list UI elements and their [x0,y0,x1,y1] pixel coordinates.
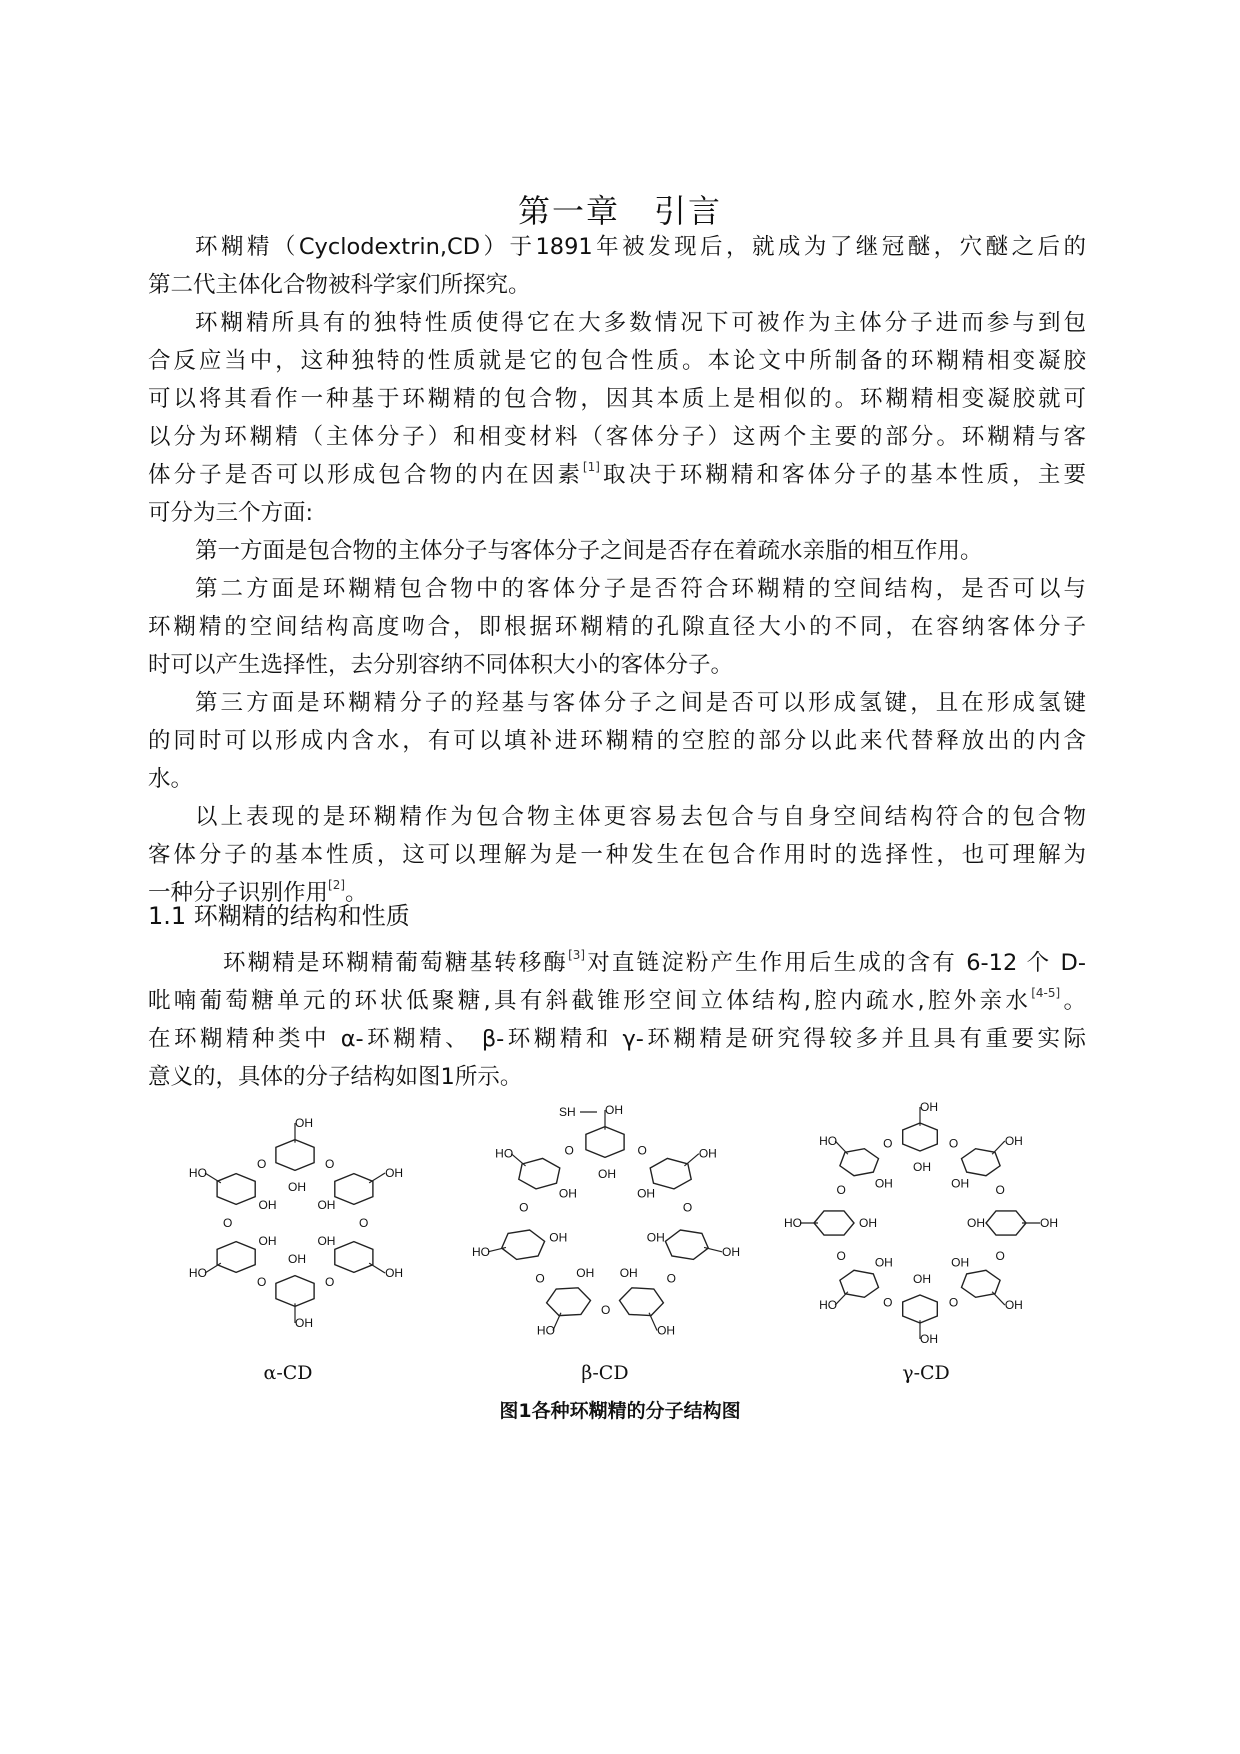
hydroxyl-label: OH [598,1167,616,1181]
figure-caption: 图1各种环糊精的分子结构图 [499,1400,741,1422]
chapter-number: 第一章 [517,192,620,230]
ring-oxygen-label: O [601,1303,611,1317]
hydroxyl-label: OH [549,1230,568,1245]
hydroxyl-label: OH [288,1252,306,1266]
beta-glucose-unit [620,1288,664,1316]
citation-ref: [2] [328,878,346,892]
text-segment: 环糊精所具有的独特性质使得它在大多数情况下可被作为主体分子进而参与到包 [195,310,1086,336]
hydroxyl-label: OH [1004,1298,1023,1313]
hydroxyl-label: HO [188,1266,207,1280]
hydroxyl-label: OH [576,1265,595,1280]
ring-oxygen-label: O [637,1143,647,1158]
text-line [148,1020,1086,1058]
text-segment: 。 [345,880,368,906]
ring-oxygen-label: O [883,1136,893,1151]
alpha-cd-label: α-CD [263,1362,313,1384]
text-line [148,342,1086,380]
hydroxyl-label: HO [819,1133,838,1148]
chapter-title [0,186,1240,232]
hydroxyl-label: OH [920,1100,938,1114]
ring-oxygen-label: O [257,1157,267,1172]
gamma-glucose-unit [903,1123,938,1151]
hydroxyl-label: OH [1040,1216,1058,1230]
text-segment: 可以将其看作一种基于环糊精的包合物，因其本质上是相似的。环糊精相变凝胶就可 [148,386,1086,412]
text-line [148,608,1086,646]
bond-line [369,1173,385,1183]
gamma-cd-label: γ-CD [902,1362,950,1384]
hydroxyl-label: HO [536,1323,555,1338]
text-line [148,266,1086,304]
hydroxyl-label: OH [967,1216,985,1230]
text-line [148,798,1086,836]
hydroxyl-label: OH [295,1116,313,1130]
alpha-glucose-unit [335,1242,373,1273]
hydroxyl-label: HO [472,1244,491,1259]
hydroxyl-label: OH [951,1255,970,1270]
text-segment: 在环糊精种类中 α-环糊精、 β-环糊精和 γ-环糊精是研究得较多并且具有重要实际 [148,1026,1086,1052]
text-line [148,944,1086,982]
bond-line [511,1154,525,1166]
text-line [148,532,1086,570]
text-segment: 时可以产生选择性，去分别容纳不同体积大小的客体分子。 [148,652,734,678]
section-paragraph [148,944,1086,1096]
text-line [148,494,1086,532]
text-segment: 可分为三个方面: [148,500,314,526]
citation-ref: [3] [568,948,586,962]
beta-cd-structure [445,1098,765,1348]
gamma-glucose-unit [986,1211,1026,1235]
alpha-glucose-unit [217,1174,255,1205]
hydroxyl-label: OH [913,1272,931,1286]
text-segment: 合反应当中，这种独特的性质就是它的包合性质。本论文中所制备的环糊精相变凝胶 [148,348,1086,374]
text-segment: 意义的，具体的分子结构如图1所示。 [148,1064,523,1090]
text-line [148,760,1086,798]
text-segment: 水。 [148,766,194,792]
text-segment: 第三方面是环糊精分子的羟基与客体分子之间是否可以形成氢键，且在形成氢键 [195,690,1086,716]
alpha-cd-structure [170,1098,420,1348]
hydroxyl-label: OH [558,1186,577,1201]
beta-glucose-unit [665,1230,708,1259]
text-segment: 第二代主体化合物被科学家们所探究。 [148,272,531,298]
text-line [148,1058,1086,1096]
hydroxyl-label: OH [646,1230,665,1245]
hydroxyl-label: OH [657,1323,676,1338]
ring-oxygen-label: O [836,1183,846,1198]
text-line [148,684,1086,722]
alpha-glucose-unit [276,1276,314,1307]
bond-line [369,1263,385,1273]
ring-oxygen-label: O [995,1248,1005,1263]
bond-line [684,1154,698,1166]
hydroxyl-label: OH [317,1198,336,1212]
alpha-glucose-unit [335,1174,373,1205]
hydroxyl-label: OH [295,1316,313,1330]
beta-glucose-unit [547,1288,591,1316]
alpha-glucose-unit [276,1140,314,1171]
hydroxyl-label: HO [188,1166,207,1180]
beta-glucose-unit [502,1230,545,1259]
intro-paragraphs [148,228,1086,912]
text-segment: 环糊精（Cyclodextrin,CD）于1891年被发现后，就成为了继冠醚，穴醚之后的 [195,234,1086,260]
text-line [148,418,1086,456]
text-line [148,228,1086,266]
ring-oxygen-label: O [325,1274,335,1289]
hydroxyl-label: OH [1004,1133,1023,1148]
text-segment: 。 [1060,988,1086,1014]
text-segment: 体分子是否可以形成包合物的内在因素 [148,462,583,488]
text-segment: 吡喃葡萄糖单元的环状低聚糖,具有斜截锥形空间立体结构,腔内疏水,腔外亲水 [148,988,1032,1014]
hydroxyl-label: OH [874,1176,893,1191]
ring-oxygen-label: O [564,1143,574,1158]
text-segment: 第一方面是包合物的主体分子与客体分子之间是否存在着疏水亲脂的相互作用。 [195,538,983,564]
hydroxyl-label: OH [317,1234,336,1248]
text-line [148,380,1086,418]
text-segment: 环糊精的空间结构高度吻合，即根据环糊精的孔隙直径大小的不同，在容纳客体分子 [148,614,1086,640]
hydroxyl-label: HO [784,1216,802,1230]
text-segment: 客体分子的基本性质，这可以理解为是一种发生在包合作用时的选择性，也可理解为 [148,842,1086,868]
text-line [148,646,1086,684]
hydroxyl-label: OH [698,1146,717,1161]
beta-cd-label: β-CD [581,1362,629,1384]
hydroxyl-label: OH [385,1166,404,1180]
ring-oxygen-label: O [519,1200,529,1215]
bond-line [205,1263,221,1273]
hydroxyl-label: OH [385,1266,404,1280]
bond-line [649,1313,657,1331]
gamma-glucose-unit [814,1211,854,1235]
hydroxyl-label: OH [920,1332,938,1346]
text-segment: 以上表现的是环糊精作为包合物主体更容易去包合与自身空间结构符合的包合物 [195,804,1086,830]
text-line [148,722,1086,760]
text-line [148,836,1086,874]
text-segment: 环糊精是环糊精葡萄糖基转移酶 [223,950,569,976]
ring-oxygen-label: O [883,1295,893,1310]
hydroxyl-label: OH [619,1265,638,1280]
ring-oxygen-label: O [666,1271,677,1286]
hydroxyl-label: OH [288,1180,306,1194]
hydroxyl-label: OH [859,1216,877,1230]
bond-line [992,1141,1005,1154]
ring-oxygen-label: O [359,1216,369,1230]
gamma-glucose-unit [903,1295,938,1323]
text-segment: 对直链淀粉产生作用后生成的含有 6-12 个 D- [585,950,1086,976]
hydroxyl-label: OH [258,1234,277,1248]
hydroxyl-label: OH [605,1103,623,1117]
ring-oxygen-label: O [948,1136,959,1151]
text-line [148,304,1086,342]
ring-oxygen-label: O [995,1183,1005,1198]
text-segment: 的同时可以形成内含水，有可以填补进环糊精的空腔的部分以此来代替释放出的内含 [148,728,1086,754]
citation-ref: [4-5] [1031,986,1061,1000]
gamma-cd-structure [780,1098,1065,1348]
text-segment: 第二方面是环糊精包合物中的客体分子是否符合环糊精的空间结构，是否可以与 [195,576,1086,602]
ring-oxygen-label: O [535,1271,545,1286]
beta-glucose-unit [586,1127,624,1158]
text-segment: 一种分子识别作用 [148,880,329,906]
hydroxyl-label: OH [913,1160,931,1174]
beta-glucose-unit [650,1158,691,1189]
text-line [148,982,1086,1020]
hydroxyl-label: OH [874,1255,893,1270]
text-line [148,456,1086,494]
beta-glucose-unit [519,1158,560,1189]
thiol-label: SH [559,1105,576,1119]
ring-oxygen-label: O [325,1157,335,1172]
hydroxyl-label: OH [258,1198,277,1212]
chapter-name: 引言 [654,192,723,230]
ring-oxygen-label: O [257,1274,267,1289]
bond-line [205,1173,221,1183]
hydroxyl-label: HO [495,1146,514,1161]
ring-oxygen-label: O [682,1200,693,1215]
text-line [148,570,1086,608]
section-heading: 1.1 环糊精的结构和性质 [148,902,410,930]
ring-oxygen-label: O [223,1216,233,1230]
alpha-glucose-unit [217,1242,255,1273]
hydroxyl-label: OH [637,1186,656,1201]
ring-oxygen-label: O [836,1248,846,1263]
hydroxyl-label: OH [951,1176,970,1191]
hydroxyl-label: HO [819,1298,838,1313]
text-segment: 以分为环糊精（主体分子）和相变材料（客体分子）这两个主要的部分。环糊精与客 [148,424,1086,450]
text-segment: 取决于环糊精和客体分子的基本性质，主要 [599,462,1086,488]
bond-line [992,1292,1005,1305]
ring-oxygen-label: O [948,1295,959,1310]
citation-ref: [1] [582,460,600,474]
hydroxyl-label: OH [721,1244,740,1259]
